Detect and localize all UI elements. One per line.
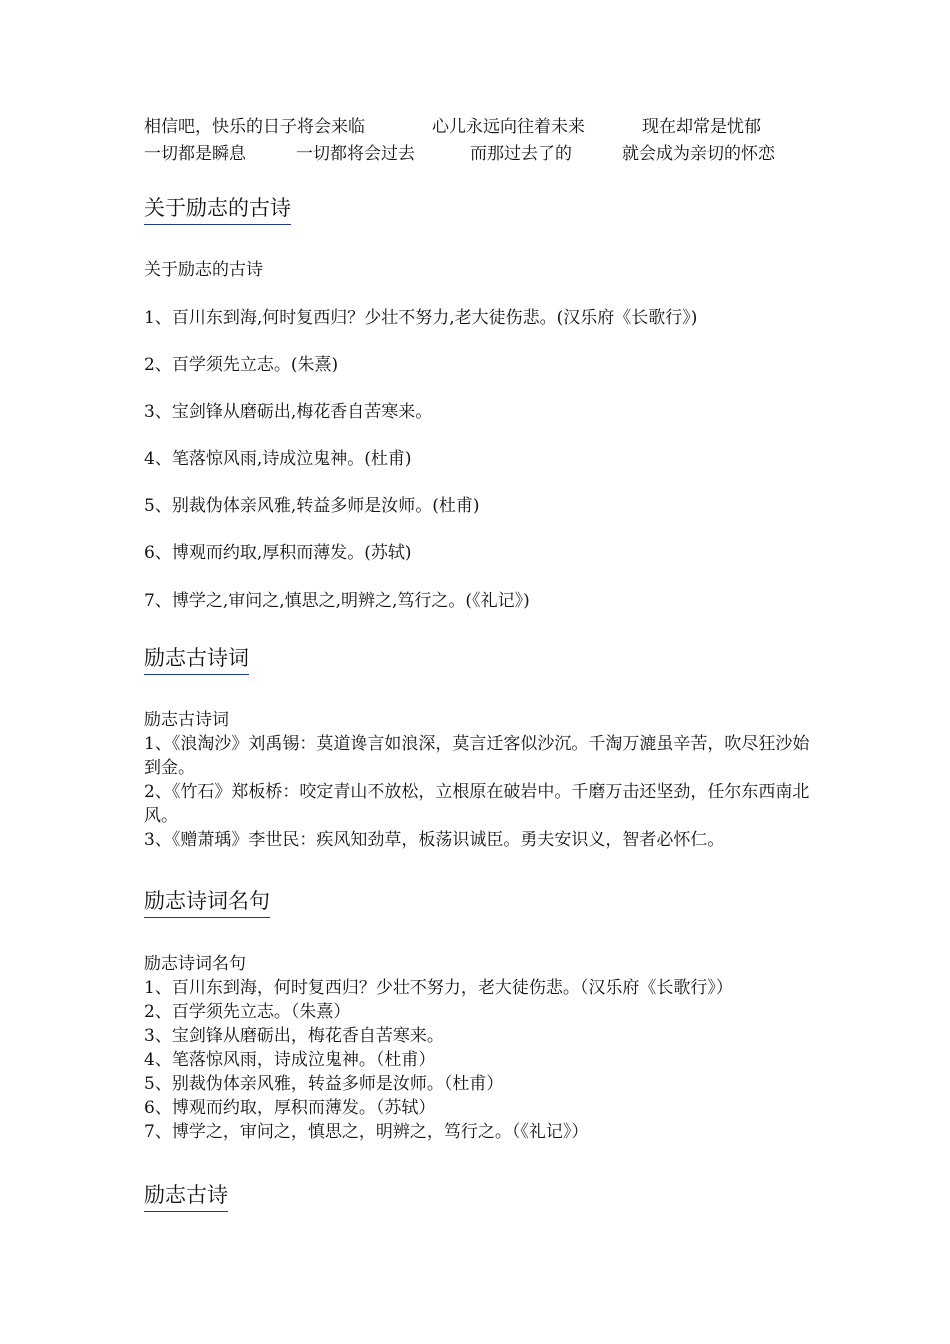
list-item: 2、《竹石》郑板桥：咬定青山不放松，立根原在破岩中。千磨万击还坚劲，任尔东西南北风。 (144, 782, 810, 826)
intro-phrase: 一切都将会过去 (296, 144, 415, 164)
section-subtitle: 励志诗词名句 (144, 954, 246, 974)
list-item: 5、别裁伪体亲风雅,转益多师是汝师。(杜甫) (144, 496, 480, 516)
section-subtitle: 励志古诗词 (144, 710, 229, 730)
section-heading-link[interactable]: 励志诗词名句 (144, 887, 270, 918)
list-item: 5、别裁伪体亲风雅，转益多师是汝师。（杜甫） (144, 1074, 504, 1094)
list-item: 7、博学之,审问之,慎思之,明辨之,笃行之。(《礼记》) (144, 591, 530, 611)
intro-phrase: 心儿永远向往着未来 (432, 117, 585, 137)
list-item: 7、博学之，审问之，慎思之，明辨之，笃行之。（《礼记》） (144, 1122, 589, 1142)
section-heading-link[interactable]: 关于励志的古诗 (144, 194, 291, 225)
section-heading-link[interactable]: 励志古诗 (144, 1181, 228, 1212)
intro-phrase: 一切都是瞬息 (144, 144, 246, 164)
list-item: 3、宝剑锋从磨砺出，梅花香自苦寒来。 (144, 1026, 444, 1046)
intro-row-1 (144, 114, 824, 141)
list-item: 4、笔落惊风雨，诗成泣鬼神。（杜甫） (144, 1050, 436, 1070)
intro-phrase: 而那过去了的 (470, 144, 572, 164)
section-body (144, 952, 824, 1144)
intro-poem (144, 114, 824, 168)
list-item: 3、宝剑锋从磨砺出,梅花香自苦寒来。 (144, 402, 433, 422)
list-item: 3、《赠萧瑀》李世民：疾风知劲草，板荡识诚臣。勇夫安识义，智者必怀仁。 (144, 830, 725, 850)
intro-row-2 (144, 141, 824, 168)
list-item: 2、百学须先立志。（朱熹） (144, 1002, 351, 1022)
section-subtitle: 关于励志的古诗 (144, 260, 263, 280)
intro-phrase: 相信吧，快乐的日子将会来临 (144, 117, 365, 137)
list-item: 2、百学须先立志。(朱熹) (144, 355, 339, 375)
list-item: 1、百川东到海,何时复西归？少壮不努力,老大徒伤悲。(汉乐府《长歌行》) (144, 308, 698, 328)
list-item: 1、百川东到海，何时复西归？少壮不努力，老大徒伤悲。（汉乐府《长歌行》） (144, 978, 733, 998)
section-body (144, 708, 824, 852)
list-item: 6、博观而约取,厚积而薄发。(苏轼) (144, 543, 412, 563)
intro-phrase: 现在却常是忧郁 (642, 117, 761, 137)
list-item: 1、《浪淘沙》刘禹锡：莫道谗言如浪深，莫言迁客似沙沉。千淘万漉虽辛苦，吹尽狂沙始到金。 (144, 734, 810, 778)
section-heading-link[interactable]: 励志古诗词 (144, 644, 249, 675)
list-item: 6、博观而约取，厚积而薄发。（苏轼） (144, 1098, 436, 1118)
intro-phrase: 就会成为亲切的怀恋 (622, 144, 775, 164)
list-item: 4、笔落惊风雨,诗成泣鬼神。(杜甫) (144, 449, 412, 469)
